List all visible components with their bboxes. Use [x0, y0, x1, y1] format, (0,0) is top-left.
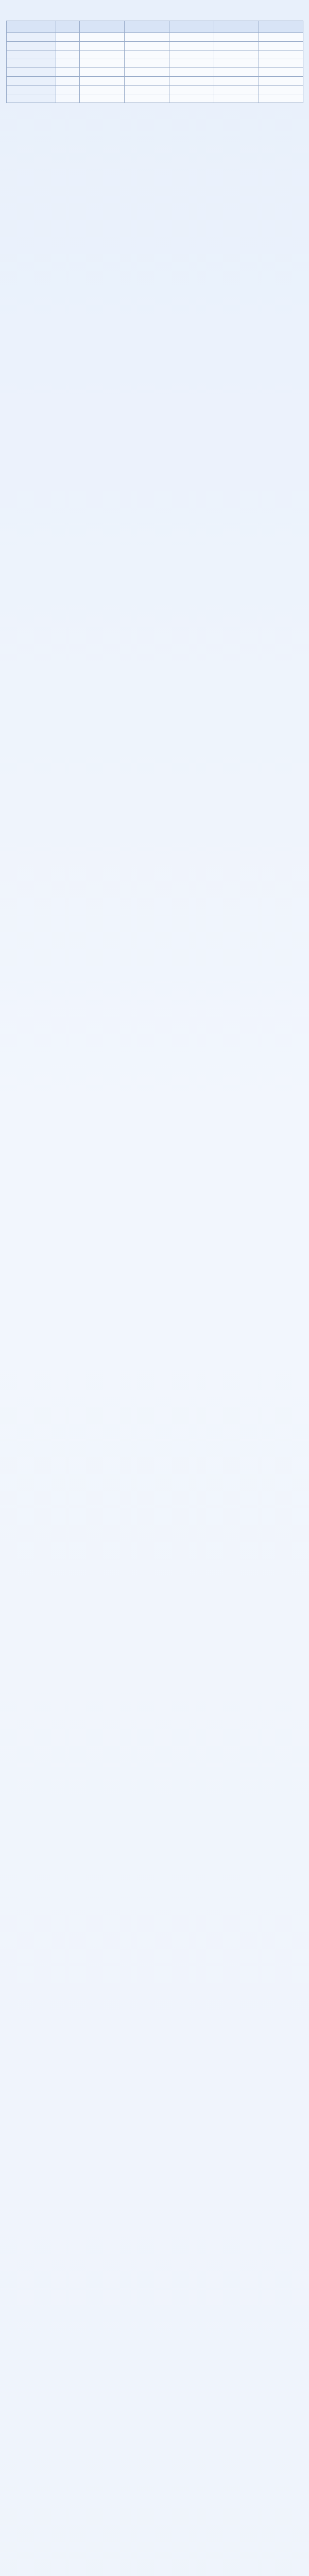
day-cell [214, 59, 259, 68]
day-cell [169, 50, 214, 59]
role-cell [56, 59, 80, 68]
role-cell [56, 33, 80, 42]
role-cell [56, 50, 80, 59]
column-header [125, 21, 169, 33]
column-header [80, 21, 125, 33]
day-cell [259, 94, 303, 103]
day-cell [125, 42, 169, 50]
day-cell [80, 86, 125, 94]
day-cell [259, 50, 303, 59]
role-cell [56, 86, 80, 94]
day-cell [169, 68, 214, 77]
unit-cell [7, 50, 56, 59]
day-cell [80, 68, 125, 77]
table-row [7, 50, 303, 59]
unit-cell [7, 77, 56, 86]
unit-cell [7, 42, 56, 50]
day-cell [214, 86, 259, 94]
day-cell [214, 42, 259, 50]
column-header [214, 21, 259, 33]
day-cell [214, 94, 259, 103]
day-cell [259, 77, 303, 86]
day-cell [259, 68, 303, 77]
day-cell [214, 50, 259, 59]
day-cell [214, 68, 259, 77]
column-header [259, 21, 303, 33]
day-cell [169, 94, 214, 103]
day-cell [80, 33, 125, 42]
day-cell [80, 42, 125, 50]
header-row [7, 21, 303, 33]
day-cell [125, 86, 169, 94]
table-row [7, 86, 303, 94]
unit-cell [7, 59, 56, 68]
table-row [7, 68, 303, 77]
table-row [7, 77, 303, 86]
day-cell [125, 94, 169, 103]
day-cell [169, 59, 214, 68]
role-cell [56, 68, 80, 77]
column-header [169, 21, 214, 33]
page-title [6, 5, 303, 16]
schedule-body [7, 33, 303, 103]
day-cell [169, 33, 214, 42]
day-cell [125, 59, 169, 68]
day-cell [214, 77, 259, 86]
day-cell [80, 50, 125, 59]
column-header [56, 21, 80, 33]
unit-cell [7, 86, 56, 94]
day-cell [169, 77, 214, 86]
unit-cell [7, 33, 56, 42]
table-row [7, 59, 303, 68]
day-cell [169, 42, 214, 50]
role-cell [56, 77, 80, 86]
column-header [7, 21, 56, 33]
day-cell [169, 86, 214, 94]
day-cell [259, 33, 303, 42]
day-cell [80, 94, 125, 103]
role-cell [56, 94, 80, 103]
day-cell [214, 33, 259, 42]
table-row [7, 94, 303, 103]
day-cell [259, 59, 303, 68]
day-cell [80, 59, 125, 68]
day-cell [259, 86, 303, 94]
unit-cell [7, 94, 56, 103]
day-cell [125, 33, 169, 42]
table-row [7, 33, 303, 42]
schedule-table [6, 21, 303, 103]
day-cell [80, 77, 125, 86]
day-cell [125, 68, 169, 77]
day-cell [125, 50, 169, 59]
role-cell [56, 42, 80, 50]
day-cell [259, 42, 303, 50]
table-row [7, 42, 303, 50]
unit-cell [7, 68, 56, 77]
day-cell [125, 77, 169, 86]
